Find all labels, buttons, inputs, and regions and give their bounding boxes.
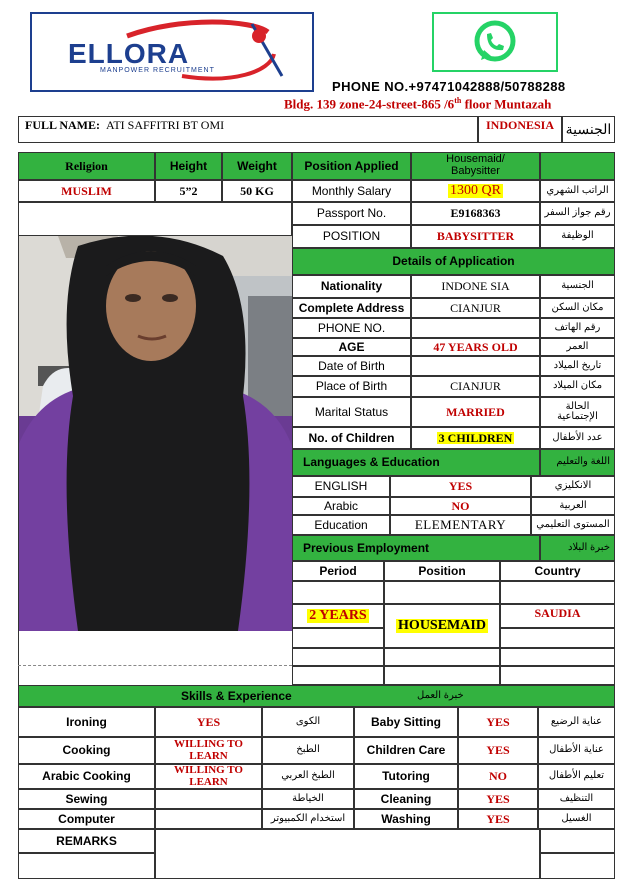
photo-frame-left bbox=[18, 202, 19, 685]
detail-ar-age: العمر bbox=[540, 338, 615, 356]
detail-value-phone bbox=[411, 318, 540, 338]
address-text-1: Bldg. 139 zone-24-street-865 /6 bbox=[284, 96, 455, 112]
lang-value-english: YES bbox=[390, 476, 531, 497]
skill-ar-computer: استخدام الكمبيوتر bbox=[262, 809, 354, 829]
skill-label-ironing: Ironing bbox=[18, 707, 155, 737]
whatsapp-phone-icon bbox=[471, 18, 519, 66]
detail-value-address: CIANJUR bbox=[411, 298, 540, 318]
whatsapp-logo bbox=[432, 12, 558, 72]
detail-value-children-cell bbox=[411, 427, 540, 449]
employment-position-header: Position bbox=[384, 561, 500, 581]
detail-value-pob: CIANJUR bbox=[411, 376, 540, 397]
employment-position-value: HOUSEMAID bbox=[398, 617, 486, 633]
skill-label-childrencare: Children Care bbox=[354, 737, 458, 764]
skill-label-arabiccooking: Arabic Cooking bbox=[18, 764, 155, 789]
employment-row-blank-6 bbox=[292, 666, 384, 685]
skill-ar-cooking: الطبخ bbox=[262, 737, 354, 764]
skills-title-ar: خبرة العمل bbox=[417, 689, 464, 701]
company-logo bbox=[30, 12, 314, 92]
skill-label-babysitting: Baby Sitting bbox=[354, 707, 458, 737]
passport-value: E9168363 bbox=[411, 202, 540, 225]
detail-label-children: No. of Children bbox=[292, 427, 411, 449]
detail-ar-pob: مكان الميلاد bbox=[540, 376, 615, 397]
logo-tagline: MANPOWER RECRUITMENT bbox=[100, 67, 215, 74]
position-applied-header: Position Applied bbox=[292, 152, 411, 180]
employment-row-blank-2 bbox=[500, 628, 615, 648]
full-name-label: FULL NAME: bbox=[25, 118, 100, 132]
logo-name: ELLORA bbox=[68, 38, 190, 69]
employment-row-blank-3 bbox=[292, 648, 384, 666]
skill-ar-sewing: الخياطة bbox=[262, 789, 354, 809]
address-text-2: floor Muntazah bbox=[461, 96, 552, 112]
religion-value: MUSLIM bbox=[18, 180, 155, 202]
full-name-cell bbox=[18, 116, 478, 143]
weight-value: 50 KG bbox=[222, 180, 292, 202]
employment-country-header: Country bbox=[500, 561, 615, 581]
detail-ar-children: عدد الأطفال bbox=[540, 427, 615, 449]
position-value: BABYSITTER bbox=[411, 225, 540, 248]
skill-value-babysitting: YES bbox=[458, 707, 538, 737]
religion-header: Religion bbox=[18, 152, 155, 180]
detail-label-phone: PHONE NO. bbox=[292, 318, 411, 338]
remarks-right-1 bbox=[540, 829, 615, 853]
monthly-salary-text: 1300 QR bbox=[450, 182, 501, 198]
employment-row-blank-7 bbox=[384, 666, 500, 685]
detail-label-dob: Date of Birth bbox=[292, 356, 411, 376]
skills-title-cell bbox=[18, 685, 615, 707]
employment-period-cell bbox=[292, 604, 384, 628]
skill-ar-childrencare: عناية الأطفال bbox=[538, 737, 615, 764]
skill-ar-ironing: الكوى bbox=[262, 707, 354, 737]
employment-row-blank-5 bbox=[500, 648, 615, 666]
phone-number: PHONE NO.+97471042888/50788288 bbox=[332, 79, 566, 94]
employment-period-value: 2 YEARS bbox=[309, 607, 367, 623]
languages-title: Languages & Education bbox=[292, 449, 540, 476]
lang-label-arabic: Arabic bbox=[292, 497, 390, 515]
nationality-top-ar: الجنسية bbox=[562, 116, 615, 143]
remarks-right-2 bbox=[540, 853, 615, 879]
detail-ar-marital: الحالة الإجتماعية bbox=[540, 397, 615, 427]
detail-value-nationality: INDONE SIA bbox=[411, 275, 540, 298]
skill-label-sewing: Sewing bbox=[18, 789, 155, 809]
nationality-top: INDONESIA bbox=[478, 116, 562, 143]
skills-title: Skills & Experience bbox=[181, 688, 292, 703]
remarks-box bbox=[155, 829, 540, 879]
skill-value-arabiccooking: WILLING TO LEARN bbox=[155, 764, 262, 789]
passport-label: Passport No. bbox=[292, 202, 411, 225]
skill-value-tutoring: NO bbox=[458, 764, 538, 789]
skill-label-cooking: Cooking bbox=[18, 737, 155, 764]
lang-value-arabic: NO bbox=[390, 497, 531, 515]
lang-value-education: ELEMENTARY bbox=[390, 515, 531, 535]
employment-row-blank-4 bbox=[384, 648, 500, 666]
lang-label-english: ENGLISH bbox=[292, 476, 390, 497]
remarks-label: REMARKS bbox=[18, 829, 155, 853]
office-address bbox=[284, 96, 551, 112]
photo-top-blank bbox=[18, 202, 292, 236]
position-applied-value: Housemaid/ Babysitter bbox=[411, 152, 540, 180]
skill-value-cleaning: YES bbox=[458, 789, 538, 809]
skill-value-cooking: WILLING TO LEARN bbox=[155, 737, 262, 764]
skill-label-tutoring: Tutoring bbox=[354, 764, 458, 789]
detail-ar-address: مكان السكن bbox=[540, 298, 615, 318]
height-value: 5”2 bbox=[155, 180, 222, 202]
employment-row-blank-1 bbox=[292, 628, 384, 648]
skill-ar-washing: الغسيل bbox=[538, 809, 615, 829]
detail-value-age: 47 YEARS OLD bbox=[411, 338, 540, 356]
employment-country-blank bbox=[500, 581, 615, 604]
detail-label-nationality: Nationality bbox=[292, 275, 411, 298]
monthly-salary-label: Monthly Salary bbox=[292, 180, 411, 202]
detail-value-children: 3 CHILDREN bbox=[438, 430, 513, 445]
employment-row-blank-8 bbox=[500, 666, 615, 685]
skill-value-ironing: YES bbox=[155, 707, 262, 737]
skill-label-cleaning: Cleaning bbox=[354, 789, 458, 809]
position-label: POSITION bbox=[292, 225, 411, 248]
employment-title-ar: خبرة البلاد bbox=[540, 535, 615, 561]
detail-label-age: AGE bbox=[292, 338, 411, 356]
photo-dashed-line bbox=[18, 665, 292, 666]
position-applied-blank bbox=[540, 152, 615, 180]
remarks-left-2 bbox=[18, 853, 155, 879]
lang-ar-arabic: العربية bbox=[531, 497, 615, 515]
full-name-value: ATI SAFFITRI BT OMI bbox=[106, 118, 225, 132]
detail-value-dob bbox=[411, 356, 540, 376]
detail-ar-dob: تاريخ الميلاد bbox=[540, 356, 615, 376]
applicant-photo-icon bbox=[18, 236, 292, 631]
employment-period-header: Period bbox=[292, 561, 384, 581]
detail-label-marital: Marital Status bbox=[292, 397, 411, 427]
weight-header: Weight bbox=[222, 152, 292, 180]
skill-ar-tutoring: تعليم الأطفال bbox=[538, 764, 615, 789]
monthly-salary-ar: الراتب الشهري bbox=[540, 180, 615, 202]
skill-value-childrencare: YES bbox=[458, 737, 538, 764]
skill-ar-cleaning: التنظيف bbox=[538, 789, 615, 809]
employment-country-value: SAUDIA bbox=[500, 604, 615, 628]
detail-ar-nationality: الجنسية bbox=[540, 275, 615, 298]
skill-ar-arabiccooking: الطبخ العربي bbox=[262, 764, 354, 789]
lang-ar-english: الانكليزي bbox=[531, 476, 615, 497]
employment-title: Previous Employment bbox=[292, 535, 540, 561]
skill-ar-babysitting: عناية الرضيع bbox=[538, 707, 615, 737]
skill-label-washing: Washing bbox=[354, 809, 458, 829]
skill-value-sewing bbox=[155, 789, 262, 809]
lang-ar-education: المستوى التعليمي bbox=[531, 515, 615, 535]
skill-value-computer bbox=[155, 809, 262, 829]
detail-value-marital: MARRIED bbox=[411, 397, 540, 427]
address-sup: th bbox=[454, 96, 462, 105]
detail-label-address: Complete Address bbox=[292, 298, 411, 318]
employment-position-cell bbox=[384, 604, 500, 648]
height-header: Height bbox=[155, 152, 222, 180]
details-title: Details of Application bbox=[292, 248, 615, 275]
detail-ar-phone: رقم الهاتف bbox=[540, 318, 615, 338]
position-ar: الوظيفة bbox=[540, 225, 615, 248]
monthly-salary-value bbox=[411, 180, 540, 202]
skill-value-washing: YES bbox=[458, 809, 538, 829]
applicant-photo bbox=[18, 236, 292, 631]
languages-title-ar: اللغة والتعليم bbox=[540, 449, 615, 476]
employment-position-blank bbox=[384, 581, 500, 604]
employment-period-blank bbox=[292, 581, 384, 604]
detail-label-pob: Place of Birth bbox=[292, 376, 411, 397]
lang-label-education: Education bbox=[292, 515, 390, 535]
skill-label-computer: Computer bbox=[18, 809, 155, 829]
passport-ar: رقم جواز السفر bbox=[540, 202, 615, 225]
